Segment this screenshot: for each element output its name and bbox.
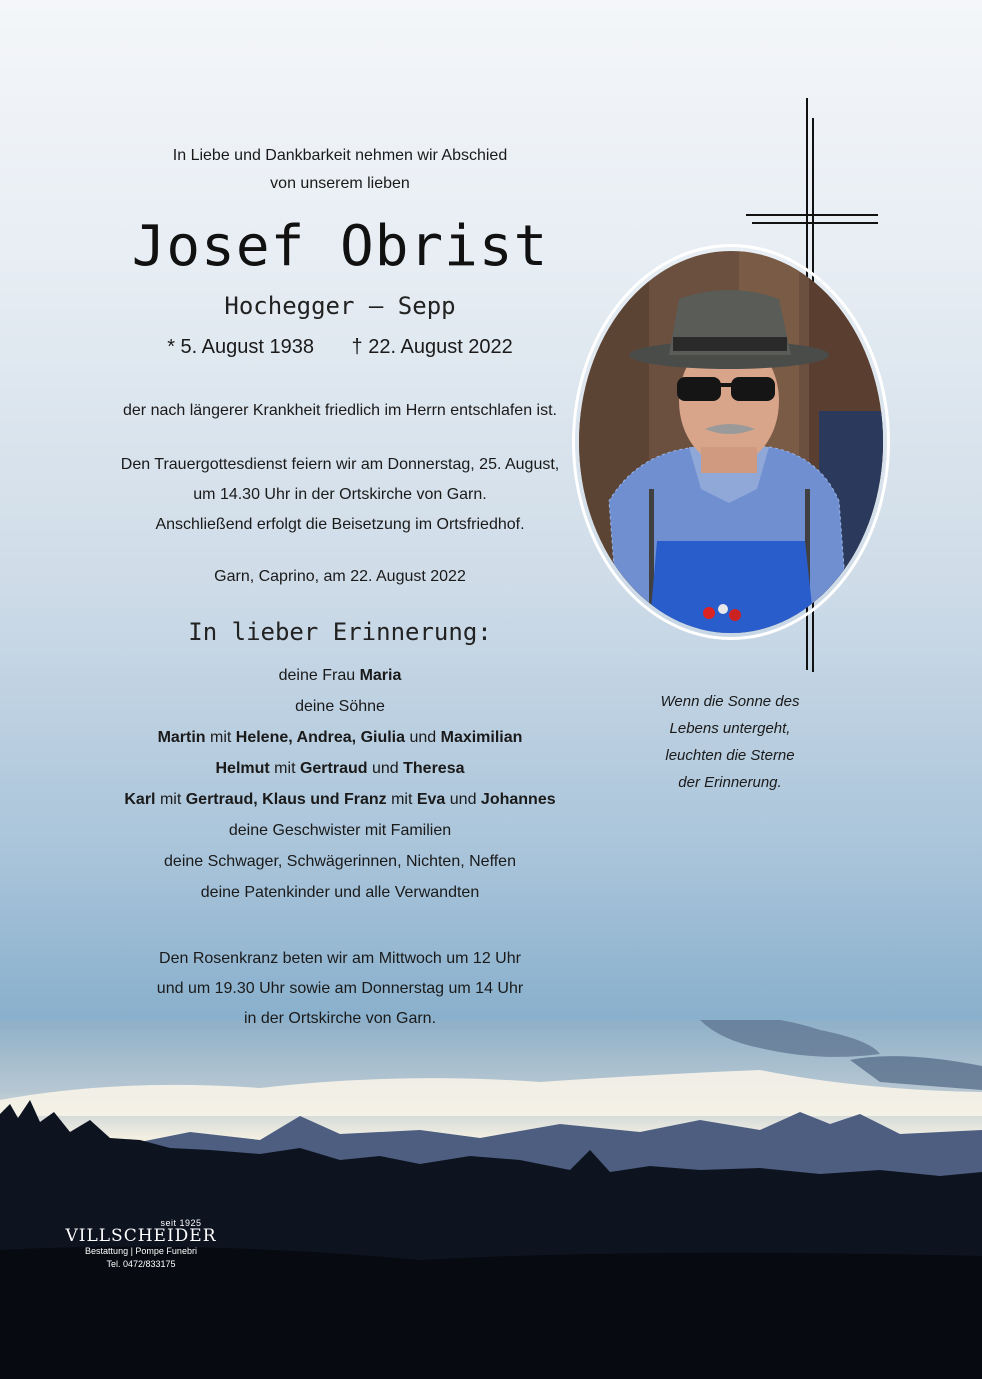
intro-line: In Liebe und Dankbarkeit nehmen wir Abschied [172, 147, 508, 164]
family-line: deine Patenkinder und alle Verwandten [200, 884, 480, 901]
nickname: Hochegger – Sepp [224, 292, 456, 320]
logo-subtitle: Bestattung | Pompe Funebri [85, 1246, 197, 1256]
birth-date: * 5. August 1938 [167, 336, 314, 358]
remembrance-heading: In lieber Erinnerung: [188, 618, 492, 646]
quote-line: leuchten die Sterne [665, 747, 795, 764]
logo-since: seit 1925 [160, 1218, 202, 1228]
cross-icon [746, 214, 878, 216]
logo-phone: Tel. 0472/833175 [106, 1259, 176, 1269]
cross-icon [752, 222, 878, 224]
quote-line: der Erinnerung. [678, 774, 782, 791]
life-dates [80, 336, 600, 359]
family-line: deine Geschwister mit Familien [228, 822, 452, 839]
family-line: Martin mit Helene, Andrea, Giulia und Maximilian [157, 729, 523, 746]
logo-brand: VILLSCHEIDER [65, 1226, 217, 1246]
service-line: um 14.30 Uhr in der Ortskirche von Garn. [193, 486, 487, 503]
rosary-line: in der Ortskirche von Garn. [243, 1010, 437, 1027]
family-line: deine Frau Maria [278, 667, 402, 684]
family-list [80, 660, 600, 908]
quote-line: Wenn die Sonne des [660, 693, 800, 710]
family-line: deine Söhne [295, 698, 385, 715]
quote-line: Lebens untergeht, [669, 720, 791, 737]
portrait-illustration [579, 251, 883, 633]
family-line: deine Schwager, Schwägerinnen, Nichten, Neffen [164, 853, 516, 870]
intro-text [80, 142, 600, 198]
funeral-service-info [80, 450, 600, 540]
service-line: Den Trauergottesdienst feiern wir am Donnerstag, 25. August, [120, 456, 560, 473]
family-line: Helmut mit Gertraud und Theresa [215, 760, 465, 777]
death-date: † 22. August 2022 [351, 336, 513, 358]
rosary-info [80, 944, 600, 1034]
service-line: Anschließend erfolgt die Beisetzung im Ortsfriedhof. [155, 516, 525, 533]
deceased-name: Josef Obrist [131, 214, 549, 279]
place-date: Garn, Caprino, am 22. August 2022 [214, 568, 466, 585]
rosary-line: und um 19.30 Uhr sowie am Donnerstag um 14 Uhr [156, 980, 524, 997]
passing-text: der nach längerer Krankheit friedlich im Herrn entschlafen ist. [123, 402, 557, 419]
funeral-home-logo [56, 1218, 226, 1269]
family-line: Karl mit Gertraud, Klaus und Franz mit Eva und Johannes [124, 791, 556, 808]
memorial-quote [630, 688, 830, 796]
landscape-background [0, 1020, 982, 1379]
rosary-line: Den Rosenkranz beten wir am Mittwoch um 12 Uhr [159, 950, 521, 967]
intro-line: von unserem lieben [270, 175, 410, 192]
portrait-photo [579, 251, 883, 633]
